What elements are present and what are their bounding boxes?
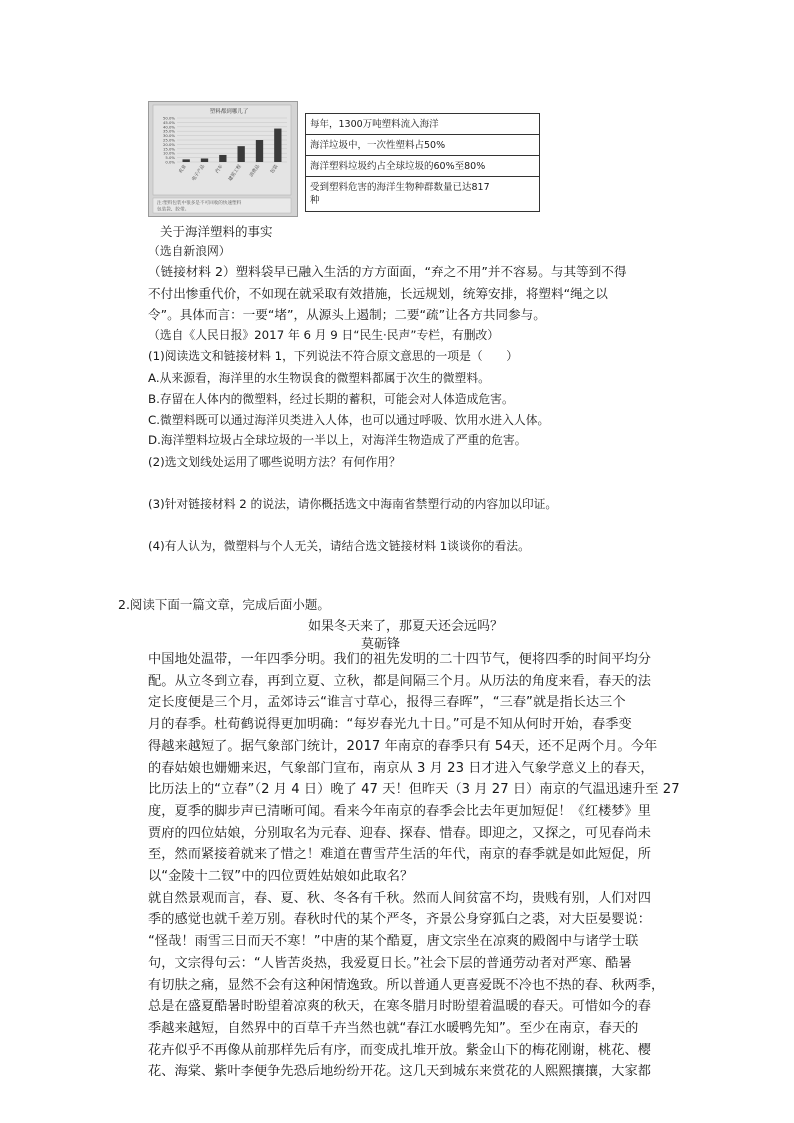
chart-caption-line2: 包装袋、胶带。 <box>157 207 190 213</box>
fact-cell: 海洋垃圾中，一次性塑料占50% <box>306 135 540 156</box>
article-line: 季越来越短，自然界中的百草千卉当然也就“春江水暖鸭先知”。至少在南京，春天的 <box>148 1020 639 1036</box>
question-3: (3)针对链接材料 2 的说法，请你概括选文中海南省禁塑行动的内容加以印证。 <box>148 497 558 511</box>
bar <box>201 158 208 162</box>
y-tick-label: 15.0% <box>162 146 175 152</box>
y-tick-label: 45.0% <box>162 119 175 125</box>
fact-cell: 海洋塑料垃圾约占全球垃圾的60%至80% <box>306 156 540 177</box>
article-line: 中国地处温带，一年四季分明。我们的祖先发明的二十四节气，便将四季的时间平均分 <box>148 652 652 667</box>
y-tick-label: 10.0% <box>162 150 175 156</box>
article-line: 度，夏季的脚步声已清晰可闻。看来今年南京的春季会比去年更加短促！《红楼梦》里 <box>148 803 652 819</box>
article-line: 有切肤之痛，显然不会有这种闲情逸致。所以普通人更喜爱既不冷也不热的春、秋两季， <box>148 977 665 993</box>
x-tick-label: 包装 <box>270 164 280 175</box>
question-2: (2)选文划线处运用了哪些说明方法？有何作用？ <box>148 455 401 469</box>
figure-caption-title: 关于海洋塑料的事实 <box>160 224 273 239</box>
y-tick-label: 5.0% <box>165 155 175 161</box>
option-d: D.海洋塑料垃圾占全球垃圾的一半以上，对海洋生物造成了严重的危害。 <box>148 433 527 447</box>
x-tick-label: 建筑工程 <box>228 164 243 183</box>
article-line: 得越来越短了。据气象部门统计，2017 年南京的春季只有 54天，还不足两个月。今年 <box>148 738 658 754</box>
article-line: 比历法上的“立春”（2 月 4 日）晚了 47 天！但昨天（3 月 27 日）南京的气温迅速升至 27 <box>148 782 680 798</box>
y-tick-label: 0.0% <box>165 159 175 165</box>
article-title: 如果冬天来了，那夏天还会远吗？ <box>308 619 504 634</box>
question-1: (1)阅读选文和链接材料 1，下列说法不符合原文意思的一项是（ ） <box>148 349 519 363</box>
article-line: 花、海棠、紫叶李便争先恐后地纷纷开花。这几天到城东来赏花的人熙熙攘攘，大家都 <box>148 1064 652 1080</box>
article-line: 就自然景观而言，春、夏、秋、冬各有千秋。然而人间贫富不均，贵贱有别，人们对四 <box>148 890 652 906</box>
y-tick-label: 30.0% <box>162 133 175 139</box>
y-tick-label: 40.0% <box>162 124 175 130</box>
fact-cell <box>306 177 540 212</box>
chart-title: 塑料都到哪儿了 <box>209 109 249 115</box>
link2-line: 不付出惨重代价，不如现在就采取有效措施，长远规划，统筹安排，将塑料“绳之以 <box>148 286 608 301</box>
bar <box>256 140 263 162</box>
bar <box>183 159 190 162</box>
y-tick-label: 25.0% <box>162 137 175 143</box>
article-line: 总是在盛夏酷暑时盼望着凉爽的秋天，在寒冬腊月时盼望着温暖的春天。可惜如今的春 <box>148 999 652 1015</box>
table-row <box>306 177 540 212</box>
bar <box>274 129 281 162</box>
section-2-heading: 2.阅读下面一篇文章，完成后面小题。 <box>118 597 330 612</box>
bar <box>219 155 226 162</box>
table-row <box>306 156 540 177</box>
question-4: (4)有人认为，微塑料与个人无关，请结合选文链接材料 1谈谈你的看法。 <box>148 539 530 553</box>
option-c: C.微塑料既可以通过海洋贝类进入人体，也可以通过呼吸、饮用水进入人体。 <box>148 413 550 427</box>
article-line: 贾府的四位姑娘，分别取名为元春、迎春、探春、惜春。即迎之，又探之，可见春尚未 <box>148 825 652 841</box>
plastic-bar-chart <box>149 102 297 216</box>
chart-caption-line1: 注:塑料包装中很多是不可回收的快速塑料 <box>157 201 242 206</box>
link2-line: 令”。具体而言：一要“堵”，从源头上遏制；二要“疏”让各方共同参与。 <box>148 307 546 322</box>
y-tick-label: 35.0% <box>162 128 175 134</box>
bar <box>238 146 245 162</box>
y-tick-label: 20.0% <box>162 141 175 147</box>
article-line: 至，然而紧接着就来了惜之！难道在曹雪芹生活的年代，南京的春季就是如此短促，所 <box>148 847 652 863</box>
link2-line: （链接材料 2）塑料袋早已融入生活的方方面面，“弃之不用”并不容易。与其等到不得 <box>148 264 627 279</box>
option-b: B.存留在人体内的微塑料，经过长期的蓄积，可能会对人体造成危害。 <box>148 392 514 406</box>
article-line: 句，文宗得句云：“人皆苦炎热，我爱夏日长。”社会下层的普通劳动者对严寒、酷暑 <box>148 955 632 971</box>
table-row <box>306 135 540 156</box>
article-line: 的春姑娘也姗姗来迟，气象部门宣布，南京从 3 月 23 日才进入气象学意义上的春天， <box>148 760 654 776</box>
figure-caption-source: （选自新浪网） <box>148 244 231 258</box>
fact-cell-line1: 受到塑料危害的海洋生物种群数量已达817 <box>310 182 490 193</box>
link2-source: （选自《人民日报》2017 年 6 月 9 日“民生·民声”专栏，有删改） <box>148 328 500 342</box>
article-author: 莫砺锋 <box>361 637 401 652</box>
option-a: A.从来源看，海洋里的水生物误食的微塑料都属于次生的微塑料。 <box>148 371 490 385</box>
table-row <box>306 114 540 135</box>
plastic-chart-photo <box>148 101 298 217</box>
y-tick-label: 50.0% <box>162 115 175 121</box>
x-tick-label: 农业 <box>178 164 188 175</box>
article-line: 配。从立冬到立春，再到立夏、立秋，都是间隔三个月。从历法的角度来看，春天的法 <box>148 673 652 689</box>
article-line: 以“金陵十二钗”中的四位贾姓姑娘如此取名？ <box>148 869 414 884</box>
x-tick-label: 消费品 <box>249 164 262 179</box>
article-line: “怪哉！雨雪三日而天不寒！”中唐的某个酷夏，唐文宗坐在凉爽的殿阁中与诸学士联 <box>148 934 639 950</box>
fact-cell-line2: 种 <box>310 195 320 206</box>
fact-cell: 每年，1300万吨塑料流入海洋 <box>306 114 540 135</box>
facts-table <box>305 113 540 212</box>
x-tick-label: 汽车 <box>215 164 225 175</box>
article-line: 季的感觉也就千差万别。春秋时代的某个严冬，齐景公身穿狐白之裘，对大臣晏婴说： <box>148 912 652 928</box>
x-tick-label: 电子产品 <box>191 164 207 183</box>
article-line: 定长度便是三个月，孟郊诗云“谁言寸草心，报得三春晖”，“三春”就是指长达三个 <box>148 695 626 711</box>
article-line: 月的春季。杜荀鹤说得更加明确：“每岁春光九十日。”可是不知从何时开始，春季变 <box>148 717 632 733</box>
article-line: 花卉似乎不再像从前那样先后有序，而变成扎堆开放。紫金山下的梅花刚谢，桃花、樱 <box>148 1042 652 1058</box>
